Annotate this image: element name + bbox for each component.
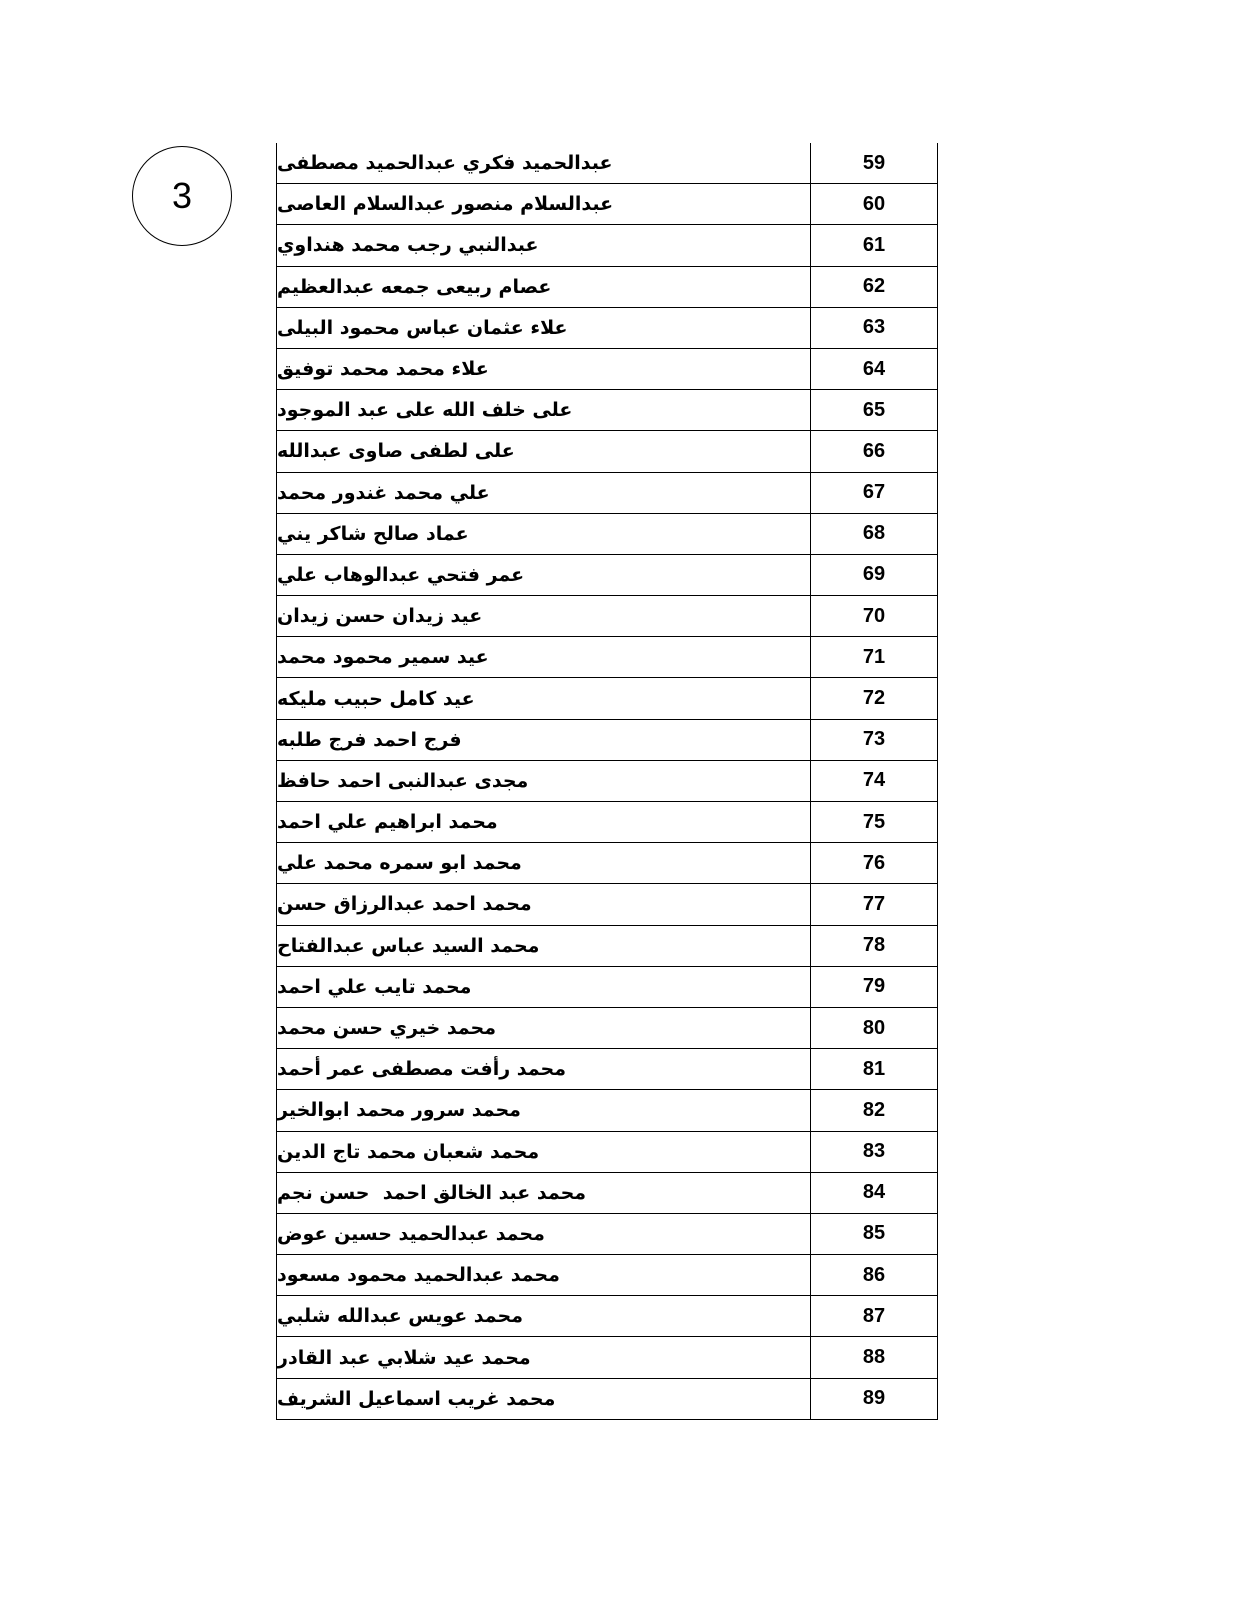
- number-cell: 69: [862, 563, 886, 586]
- table-row: [277, 184, 937, 225]
- name-cell: محمد عبدالحميد محمود مسعود: [277, 1255, 811, 1295]
- name-cell: محمد غريب اسماعيل الشريف: [277, 1379, 811, 1419]
- number-cell: 73: [862, 728, 886, 751]
- name-cell: محمد تايب علي احمد: [277, 967, 811, 1007]
- name-cell: علي محمد غندور محمد: [277, 473, 811, 513]
- number-cell: 74: [862, 769, 886, 792]
- table-row: [277, 1337, 937, 1378]
- number-cell: 79: [862, 975, 886, 998]
- table-row: [277, 967, 937, 1008]
- name-cell: محمد سرور محمد ابوالخير: [277, 1090, 811, 1130]
- table-row: [277, 926, 937, 967]
- name-cell: عبدالنبي رجب محمد هنداوي: [277, 225, 811, 265]
- name-cell: محمد عبدالحميد حسين عوض: [277, 1214, 811, 1254]
- name-cell: عصام ربيعى جمعه عبدالعظيم: [277, 267, 811, 307]
- table-row: [277, 390, 937, 431]
- page-number: 3: [171, 175, 193, 216]
- table-row: [277, 1008, 937, 1049]
- name-cell: عيد سمير محمود محمد: [277, 637, 811, 677]
- table-row: [277, 678, 937, 719]
- name-cell: على خلف الله على عبد الموجود: [277, 390, 811, 430]
- name-cell: محمد خيري حسن محمد: [277, 1008, 811, 1048]
- table-row: [277, 637, 937, 678]
- table-row: [277, 308, 937, 349]
- number-cell: 80: [862, 1016, 886, 1039]
- table-row: [277, 514, 937, 555]
- name-cell: محمد ابو سمره محمد علي: [277, 843, 811, 883]
- number-cell: 60: [862, 192, 886, 215]
- name-cell: فرج احمد فرج طلبه: [277, 720, 811, 760]
- name-cell: محمد احمد عبدالرزاق حسن: [277, 884, 811, 924]
- number-cell: 75: [862, 810, 886, 833]
- number-cell: 77: [862, 892, 886, 915]
- table-row: [277, 1296, 937, 1337]
- name-cell: محمد عيد شلابي عبد القادر: [277, 1337, 811, 1377]
- name-cell: عيد كامل حبيب مليكه: [277, 678, 811, 718]
- table-row: [277, 555, 937, 596]
- number-cell: 65: [862, 398, 886, 421]
- name-cell: على لطفى صاوى عبدالله: [277, 431, 811, 471]
- number-cell: 81: [862, 1057, 886, 1080]
- name-cell: عمر فتحي عبدالوهاب علي: [277, 555, 811, 595]
- table-row: [277, 1090, 937, 1131]
- name-cell: محمد السيد عباس عبدالفتاح: [277, 926, 811, 966]
- table-row: [277, 1049, 937, 1090]
- table-row: [277, 884, 937, 925]
- table-row: [277, 761, 937, 802]
- name-cell: عماد صالح شاكر يني: [277, 514, 811, 554]
- page-number-badge: [132, 146, 232, 246]
- name-cell: عيد زيدان حسن زيدان: [277, 596, 811, 636]
- name-cell: علاء محمد محمد توفيق: [277, 349, 811, 389]
- table-row: [277, 1255, 937, 1296]
- number-cell: 85: [862, 1222, 886, 1245]
- name-cell: محمد شعبان محمد تاج الدين: [277, 1132, 811, 1172]
- names-table: [276, 143, 938, 1420]
- table-row: [277, 596, 937, 637]
- table-row: [277, 349, 937, 390]
- number-cell: 72: [862, 687, 886, 710]
- table-row: [277, 143, 937, 184]
- number-cell: 64: [862, 357, 886, 380]
- number-cell: 67: [862, 481, 886, 504]
- number-cell: 89: [862, 1387, 886, 1410]
- number-cell: 84: [862, 1181, 886, 1204]
- table-row: [277, 225, 937, 266]
- name-cell: مجدى عبدالنبى احمد حافظ: [277, 761, 811, 801]
- table-row: [277, 843, 937, 884]
- table-row: [277, 720, 937, 761]
- number-cell: 86: [862, 1263, 886, 1286]
- table-row: [277, 431, 937, 472]
- number-cell: 71: [862, 645, 886, 668]
- number-cell: 70: [862, 604, 886, 627]
- table-row: [277, 1173, 937, 1214]
- number-cell: 63: [862, 316, 886, 339]
- number-cell: 66: [862, 439, 886, 462]
- number-cell: 61: [862, 233, 886, 256]
- name-cell: عبدالسلام منصور عبدالسلام العاصى: [277, 184, 811, 224]
- number-cell: 87: [862, 1304, 886, 1327]
- name-cell: علاء عثمان عباس محمود البيلى: [277, 308, 811, 348]
- number-cell: 62: [862, 275, 886, 298]
- name-cell: عبدالحميد فكري عبدالحميد مصطفى: [277, 143, 811, 183]
- table-row: [277, 1379, 937, 1420]
- table-row: [277, 267, 937, 308]
- name-cell: محمد رأفت مصطفى عمر أحمد: [277, 1049, 811, 1089]
- number-cell: 68: [862, 522, 886, 545]
- name-cell: محمد ابراهيم علي احمد: [277, 802, 811, 842]
- number-cell: 78: [862, 934, 886, 957]
- number-cell: 88: [862, 1346, 886, 1369]
- name-cell: محمد عويس عبدالله شلبي: [277, 1296, 811, 1336]
- table-row: [277, 473, 937, 514]
- table-row: [277, 802, 937, 843]
- number-cell: 82: [862, 1098, 886, 1121]
- table-row: [277, 1132, 937, 1173]
- table-row: [277, 1214, 937, 1255]
- name-cell: محمد عبد الخالق احمد حسن نجم: [277, 1173, 811, 1213]
- number-cell: 83: [862, 1140, 886, 1163]
- number-cell: 59: [862, 151, 886, 174]
- number-cell: 76: [862, 851, 886, 874]
